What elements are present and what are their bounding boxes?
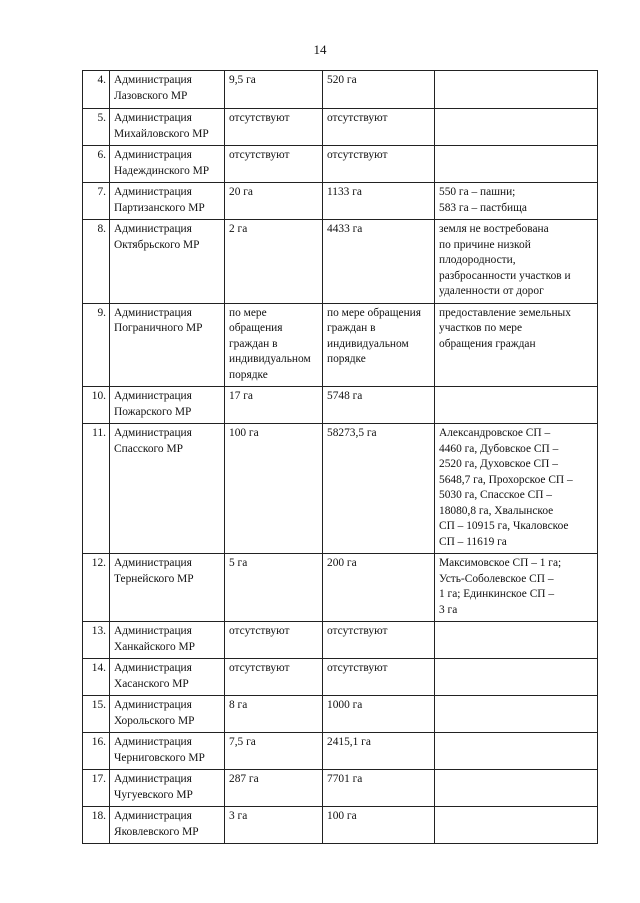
notes-cell [435, 622, 598, 659]
cell-text-line: 287 га [229, 773, 259, 785]
area-column-4-cell [323, 220, 435, 304]
area-column-3-cell [225, 387, 323, 424]
cell-text-line: Администрация [114, 223, 192, 235]
table-row [83, 146, 598, 183]
cell-text-line: Администрация [114, 773, 192, 785]
cell-text-line: удаленности от дорог [439, 285, 544, 297]
cell-text-line: Спасского МР [114, 442, 183, 455]
cell-text-line: 7,5 га [229, 736, 256, 748]
cell-text-line: СП – 10915 га, Чкаловское [439, 520, 569, 532]
notes-cell [435, 71, 598, 109]
notes-cell [435, 303, 598, 387]
cell-text-line: 58273,5 га [327, 427, 377, 439]
notes-cell [435, 424, 598, 554]
cell-text-line: Администрация [114, 662, 192, 674]
cell-text-line: 5648,7 га, Прохорское СП – [439, 473, 573, 486]
area-column-3-cell [225, 424, 323, 554]
row-number-cell: 18. [83, 807, 110, 844]
cell-text-line: Пограничного МР [114, 322, 203, 334]
cell-text-line: 18080,8 га, Хвалынское [439, 504, 554, 517]
cell-text-line: 2415,1 га [327, 736, 371, 748]
cell-text-line: отсутствуют [229, 662, 290, 674]
cell-text-line: Лазовского МР [114, 89, 188, 102]
cell-text-line: 3 га [229, 810, 248, 822]
cell-text-line: 1000 га [327, 699, 363, 711]
cell-text-line: индивидуальном [229, 353, 311, 365]
row-number-cell: 7. [83, 183, 110, 220]
cell-text-line: по мере [229, 306, 267, 319]
administration-cell [110, 183, 225, 220]
cell-text-line: Максимовское СП – 1 га; [439, 557, 562, 569]
cell-text-line: отсутствуют [229, 625, 290, 637]
row-number-cell: 9. [83, 303, 110, 387]
cell-text-line: обращения граждан [439, 337, 536, 350]
administration-cell [110, 71, 225, 109]
cell-text-line: обращения [229, 322, 283, 334]
table-body [83, 71, 598, 844]
cell-text-line: земля не востребована [439, 223, 549, 235]
cell-text-line: отсутствуют [327, 662, 388, 674]
administration-cell [110, 622, 225, 659]
row-number-cell: 11. [83, 424, 110, 554]
area-column-3-cell [225, 303, 323, 387]
notes-cell [435, 554, 598, 622]
area-column-3-cell [225, 183, 323, 220]
cell-text-line: 2520 га, Духовское СП – [439, 458, 558, 470]
row-number-cell: 8. [83, 220, 110, 304]
area-column-3-cell [225, 622, 323, 659]
table-row [83, 733, 598, 770]
area-column-3-cell [225, 733, 323, 770]
cell-text-line: 4433 га [327, 223, 363, 235]
cell-text-line: Администрация [114, 736, 192, 748]
cell-text-line: 5 га [229, 557, 248, 569]
area-column-4-cell [323, 733, 435, 770]
notes-cell [435, 109, 598, 146]
administration-cell [110, 770, 225, 807]
cell-text-line: отсутствуют [327, 112, 388, 124]
cell-text-line: 4460 га, Дубовское СП – [439, 442, 559, 455]
row-number-cell: 16. [83, 733, 110, 770]
area-column-4-cell [323, 303, 435, 387]
administration-cell [110, 659, 225, 696]
administration-cell [110, 733, 225, 770]
cell-text-line: Черниговского МР [114, 751, 205, 764]
area-column-4-cell [323, 183, 435, 220]
area-column-4-cell [323, 622, 435, 659]
area-column-4-cell [323, 71, 435, 109]
cell-text-line: по причине низкой [439, 238, 531, 251]
cell-text-line: 550 га – пашни; [439, 186, 516, 198]
cell-text-line: плодородности, [439, 254, 516, 266]
cell-text-line: 100 га [327, 810, 357, 822]
administration-cell [110, 220, 225, 304]
cell-text-line: 2 га [229, 223, 248, 235]
cell-text-line: 200 га [327, 557, 357, 569]
cell-text-line: Администрация [114, 390, 192, 402]
row-number-cell: 10. [83, 387, 110, 424]
cell-text-line: 17 га [229, 390, 253, 402]
cell-text-line: Администрация [114, 427, 192, 439]
table-row [83, 696, 598, 733]
cell-text-line: 583 га – пастбища [439, 201, 527, 214]
area-column-4-cell [323, 424, 435, 554]
cell-text-line: отсутствуют [229, 112, 290, 124]
cell-text-line: Партизанского МР [114, 201, 205, 214]
area-column-4-cell [323, 696, 435, 733]
cell-text-line: 5748 га [327, 390, 363, 402]
land-plots-table [82, 70, 598, 844]
cell-text-line: Чугуевского МР [114, 788, 193, 801]
cell-text-line: индивидуальном [327, 337, 409, 350]
area-column-3-cell [225, 770, 323, 807]
table-row [83, 71, 598, 109]
cell-text-line: Администрация [114, 699, 192, 711]
cell-text-line: Александровское СП – [439, 427, 551, 439]
cell-text-line: Пожарского МР [114, 405, 192, 418]
cell-text-line: 20 га [229, 186, 253, 198]
table-row [83, 807, 598, 844]
cell-text-line: Администрация [114, 625, 192, 637]
notes-cell [435, 696, 598, 733]
area-column-3-cell [225, 71, 323, 109]
cell-text-line: порядке [327, 353, 366, 365]
administration-cell [110, 696, 225, 733]
row-number-cell: 6. [83, 146, 110, 183]
row-number-cell: 17. [83, 770, 110, 807]
administration-cell [110, 387, 225, 424]
area-column-4-cell [323, 146, 435, 183]
notes-cell [435, 220, 598, 304]
area-column-4-cell [323, 109, 435, 146]
area-column-4-cell [323, 554, 435, 622]
notes-cell [435, 387, 598, 424]
row-number-cell: 13. [83, 622, 110, 659]
notes-cell [435, 807, 598, 844]
cell-text-line: Администрация [114, 112, 192, 124]
area-column-3-cell [225, 696, 323, 733]
cell-text-line: порядке [229, 368, 268, 381]
row-number-cell: 14. [83, 659, 110, 696]
page-number: 14 [313, 42, 327, 57]
table-row [83, 554, 598, 622]
table-row [83, 109, 598, 146]
cell-text-line: отсутствуют [229, 149, 290, 161]
area-column-4-cell [323, 659, 435, 696]
table-row [83, 659, 598, 696]
cell-text-line: разбросанности участков и [439, 269, 571, 282]
row-number-cell: 5. [83, 109, 110, 146]
notes-cell [435, 770, 598, 807]
cell-text-line: Администрация [114, 557, 192, 569]
cell-text-line: Михайловского МР [114, 127, 209, 140]
cell-text-line: Хасанского МР [114, 677, 189, 690]
administration-cell [110, 146, 225, 183]
cell-text-line: 1 га; Единкинское СП – [439, 588, 555, 600]
cell-text-line: 3 га [439, 603, 458, 616]
cell-text-line: Ханкайского МР [114, 640, 195, 653]
table-row [83, 303, 598, 387]
cell-text-line: Администрация [114, 306, 192, 319]
cell-text-line: Администрация [114, 810, 192, 822]
cell-text-line: отсутствуют [327, 625, 388, 637]
cell-text-line: Тернейского МР [114, 572, 194, 585]
cell-text-line: Надеждинского МР [114, 164, 210, 177]
area-column-3-cell [225, 554, 323, 622]
administration-cell [110, 807, 225, 844]
row-number-cell: 4. [83, 71, 110, 109]
notes-cell [435, 183, 598, 220]
cell-text-line: предоставление земельных [439, 306, 571, 319]
notes-cell [435, 146, 598, 183]
cell-text-line: 5030 га, Спасское СП – [439, 489, 552, 501]
area-column-3-cell [225, 146, 323, 183]
area-column-3-cell [225, 807, 323, 844]
cell-text-line: Хорольского МР [114, 714, 195, 727]
table-row [83, 770, 598, 807]
cell-text-line: 100 га [229, 427, 259, 439]
cell-text-line: 1133 га [327, 186, 362, 198]
area-column-4-cell [323, 770, 435, 807]
cell-text-line: участков по мере [439, 322, 523, 334]
cell-text-line: 8 га [229, 699, 248, 711]
area-column-3-cell [225, 109, 323, 146]
cell-text-line: Администрация [114, 186, 192, 198]
table-row [83, 220, 598, 304]
row-number-cell: 15. [83, 696, 110, 733]
table-row [83, 622, 598, 659]
cell-text-line: Администрация [114, 149, 192, 161]
table-row [83, 424, 598, 554]
cell-text-line: СП – 11619 га [439, 535, 507, 548]
cell-text-line: Администрация [114, 74, 192, 86]
notes-cell [435, 733, 598, 770]
cell-text-line: граждан в [229, 337, 278, 350]
table-row [83, 183, 598, 220]
cell-text-line: 520 га [327, 74, 357, 86]
cell-text-line: Усть-Соболевское СП – [439, 572, 554, 585]
administration-cell [110, 424, 225, 554]
area-column-4-cell [323, 807, 435, 844]
cell-text-line: 9,5 га [229, 74, 256, 86]
row-number-cell: 12. [83, 554, 110, 622]
administration-cell [110, 303, 225, 387]
table-row [83, 387, 598, 424]
notes-cell [435, 659, 598, 696]
cell-text-line: Октябрьского МР [114, 238, 200, 251]
administration-cell [110, 109, 225, 146]
area-column-4-cell [323, 387, 435, 424]
area-column-3-cell [225, 220, 323, 304]
cell-text-line: Яковлевского МР [114, 825, 199, 838]
cell-text-line: отсутствуют [327, 149, 388, 161]
cell-text-line: граждан в [327, 322, 376, 334]
cell-text-line: по мере обращения [327, 306, 422, 319]
administration-cell [110, 554, 225, 622]
cell-text-line: 7701 га [327, 773, 363, 785]
area-column-3-cell [225, 659, 323, 696]
